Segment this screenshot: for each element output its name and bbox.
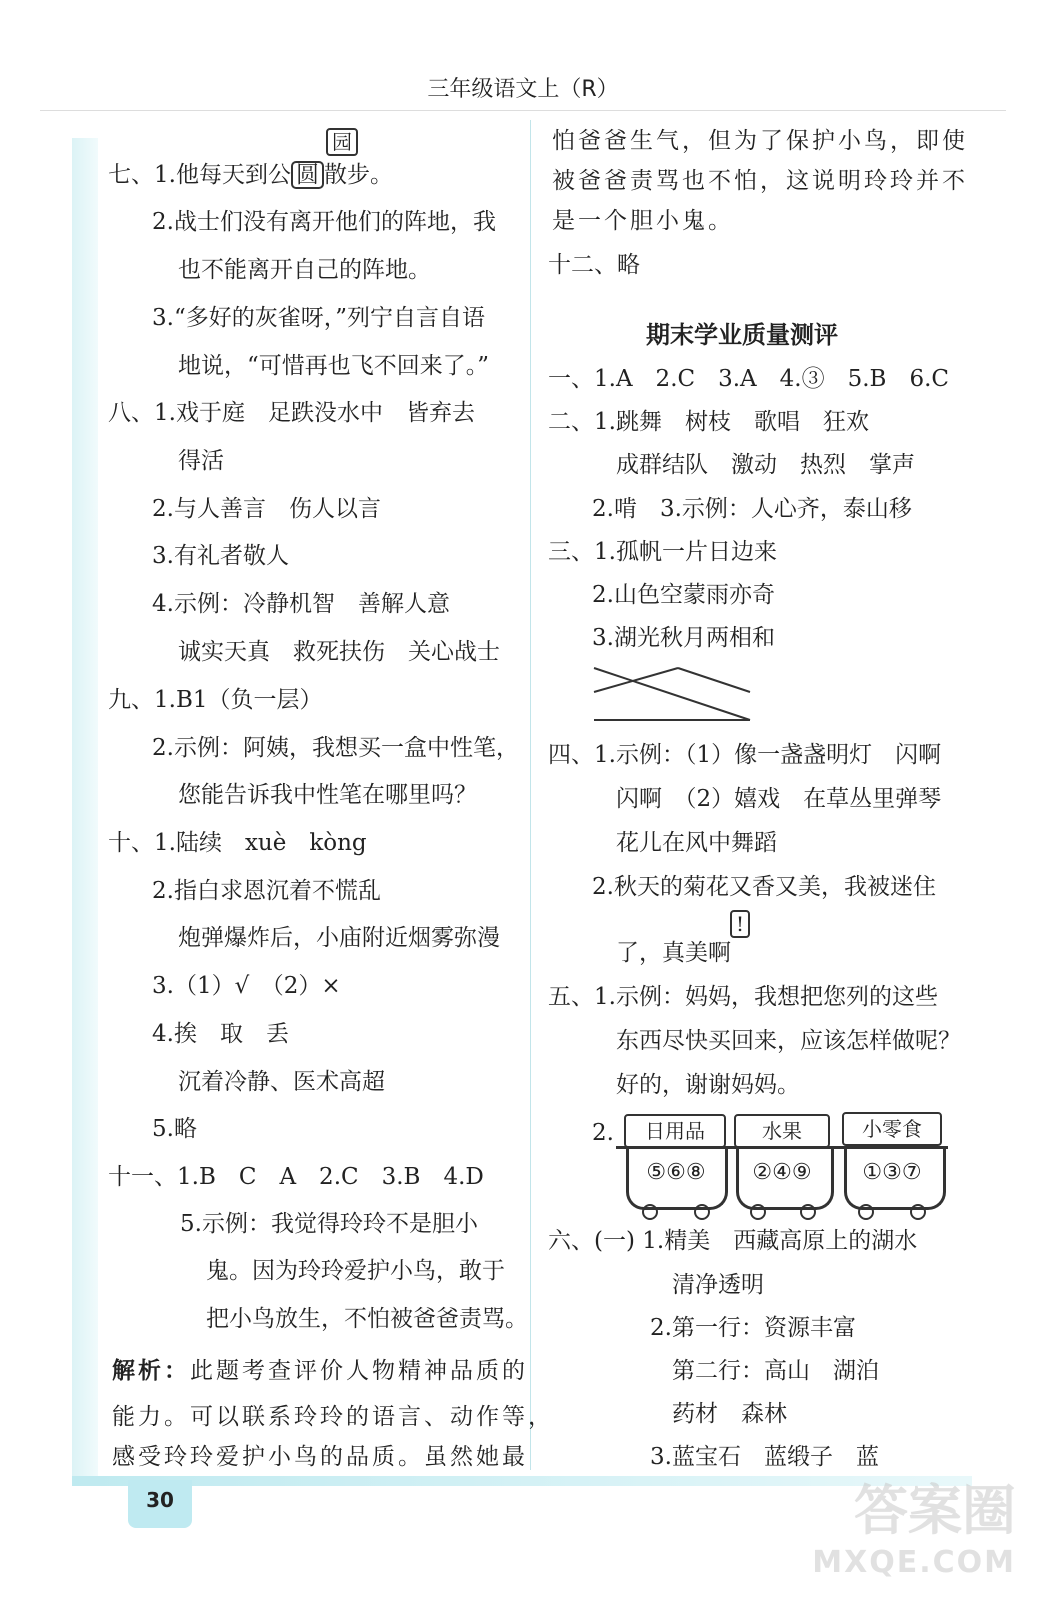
correction-box: ! <box>730 910 750 938</box>
analysis-line: 能力。可以联系玲玲的语言、动作等， <box>112 1404 554 1430</box>
page-header: 三年级语文上（R） <box>427 77 619 102</box>
answer-line: 第二行：高山 湖泊 <box>672 1358 879 1384</box>
analysis-line <box>112 1356 528 1386</box>
page-number: 30 <box>146 1488 174 1512</box>
basket-numbers: ②④⑨ <box>752 1160 812 1185</box>
answer-line: 十一、1.B C A 2.C 3.B 4.D <box>108 1164 484 1190</box>
analysis-text: 此题考查评价人物精神品质的 <box>190 1358 528 1384</box>
answer-line: 2. <box>592 1120 614 1146</box>
watermark-logo-text: 答案圈 <box>854 1479 1016 1542</box>
answer-line: 九、1.B1（负一层） <box>108 687 323 713</box>
basket-label: 日用品 <box>624 1114 726 1148</box>
answer-line: 八、1.戏于庭 足跌没水中 皆弃去 <box>108 400 475 426</box>
answer-line: 您能告诉我中性笔在哪里吗？ <box>178 782 477 808</box>
header-rule <box>40 110 1006 111</box>
answer-line: 闪啊 （2）嬉戏 在草丛里弹琴 <box>616 786 942 812</box>
answer-line: 2.第一行：资源丰富 <box>650 1315 856 1341</box>
answer-line: 4.示例：冷静机智 善解人意 <box>152 591 450 617</box>
answer-line: 清净透明 <box>672 1272 764 1298</box>
basket-numbers: ⑤⑥⑧ <box>646 1160 706 1185</box>
answer-line: 2.啃 3.示例：人心齐，泰山移 <box>592 496 912 522</box>
answer-line <box>108 160 393 190</box>
analysis-label: 解析： <box>112 1357 190 1384</box>
analysis-line: 是一个胆小鬼。 <box>552 208 734 234</box>
section-title: 期末学业质量测评 <box>646 321 838 349</box>
answer-line: 3.蓝宝石 蓝缎子 蓝 <box>650 1444 879 1470</box>
answer-line: 2.指白求恩沉着不慌乱 <box>152 878 381 904</box>
answer-line: 好的，谢谢妈妈。 <box>616 1072 800 1098</box>
wheel <box>642 1204 658 1220</box>
answer-line: 3.有礼者敬人 <box>152 543 289 569</box>
answer-line: 5.示例：我觉得玲玲不是胆小 <box>180 1211 478 1237</box>
answer-line: 把小鸟放生，不怕被爸爸责骂。 <box>206 1306 528 1332</box>
answer-text: 七、1.他每天到公 <box>108 162 291 188</box>
column-divider <box>530 120 531 1470</box>
analysis-line: 被爸爸责骂也不怕，这说明玲玲并不 <box>552 168 968 194</box>
answer-line: 东西尽快买回来，应该怎样做呢？ <box>616 1028 961 1054</box>
answer-line: 也不能离开自己的阵地。 <box>178 257 431 283</box>
left-decor-band <box>72 138 98 1480</box>
wheel <box>800 1204 816 1220</box>
watermark <box>812 1468 1016 1580</box>
basket-numbers: ①③⑦ <box>862 1160 922 1185</box>
analysis-line: 感受玲玲爱护小鸟的品质。虽然她最 <box>112 1444 528 1470</box>
answer-line: 了，真美啊 <box>616 940 731 966</box>
wheel <box>910 1204 926 1220</box>
wheel <box>750 1204 766 1220</box>
answer-line: 炮弹爆炸后，小庙附近烟雾弥漫 <box>178 925 500 951</box>
answer-line: 五、1.示例：妈妈，我想把您列的这些 <box>548 984 938 1010</box>
answer-line: 四、1.示例：（1）像一盏盏明灯 闪啊 <box>548 742 942 768</box>
basket-label: 水果 <box>734 1114 830 1148</box>
answer-line: 十、1.陆续 xuè kòng <box>108 830 367 856</box>
basket-label: 小零食 <box>842 1112 942 1146</box>
answer-line: 3.湖光秋月两相和 <box>592 625 775 651</box>
answer-line: 5.略 <box>152 1116 197 1142</box>
answer-line: 花儿在风中舞蹈 <box>616 830 777 856</box>
answer-line: 3.“多好的灰雀呀，”列宁自言自语 <box>152 305 485 331</box>
matching-lines <box>590 660 760 726</box>
watermark-url: MXQE.COM <box>812 1545 1016 1580</box>
answer-line: 沉着冷静、医术高超 <box>178 1069 385 1095</box>
correction-box: 园 <box>326 128 358 156</box>
answer-line: 三、1.孤帆一片日边来 <box>548 539 777 565</box>
answer-line: 2.山色空蒙雨亦奇 <box>592 582 775 608</box>
analysis-line: 怕爸爸生气，但为了保护小鸟，即使 <box>552 128 968 154</box>
answer-line: 地说，“可惜再也飞不回来了。” <box>178 353 490 379</box>
answer-line: 六、(一) 1.精美 西藏高原上的湖水 <box>548 1228 918 1254</box>
answer-line: 成群结队 激动 热烈 掌声 <box>616 452 915 478</box>
answer-line: 诚实天真 救死扶伤 关心战士 <box>178 639 500 665</box>
answer-line: 二、1.跳舞 树枝 歌唱 狂欢 <box>548 409 869 435</box>
answer-line: 2.与人善言 伤人以言 <box>152 496 381 522</box>
answer-line: 得活 <box>178 448 224 474</box>
answer-line: 2.战士们没有离开他们的阵地，我 <box>152 209 496 235</box>
answer-line: 2.秋天的菊花又香又美，我被迷住 <box>592 874 936 900</box>
wheel <box>694 1204 710 1220</box>
answer-line: 3.（1）√ （2）× <box>152 973 341 999</box>
circled-char: 圆 <box>291 161 324 189</box>
answer-line: 药材 森林 <box>672 1401 787 1427</box>
answer-text: 散步。 <box>323 162 393 188</box>
answer-line: 4.挨 取 丢 <box>152 1021 289 1047</box>
answer-line: 一、1.A 2.C 3.A 4.③ 5.B 6.C <box>548 366 949 392</box>
answer-line: 鬼。因为玲玲爱护小鸟，敢于 <box>206 1258 505 1284</box>
answer-line: 2.示例：阿姨，我想买一盒中性笔， <box>152 735 519 761</box>
wheel <box>858 1204 874 1220</box>
answer-line: 十二、略 <box>548 252 640 278</box>
